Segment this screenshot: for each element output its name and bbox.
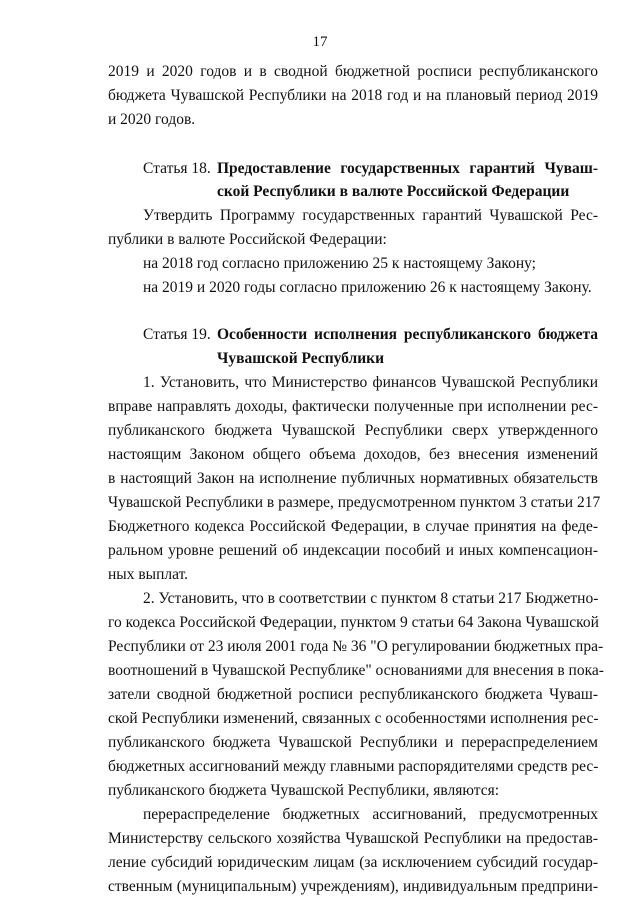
text-line: Чувашской Республики в размере, предусмотренном пунктом 3 статьи 217: [108, 494, 601, 511]
text-line: перераспределение бюджетных ассигнований, предусмотренных: [143, 806, 598, 823]
text-line: ление субсидий юридическим лицам (за исключением субсидий государ-: [108, 854, 598, 871]
text-line: Утвердить Программу государственных гарантий Чувашской Рес-: [143, 207, 598, 224]
text-line: Республики от 23 июля 2001 года № 36 "О регулировании бюджетных пра-: [108, 638, 604, 655]
text-line: публиканского бюджета Чувашской Республики, являются:: [108, 782, 500, 799]
article-18-label: Статья 18.: [143, 160, 211, 177]
text-line: публиканского бюджета Чувашской Республики сверх утвержденного: [108, 422, 598, 439]
text-line: на 2019 и 2020 годы согласно приложению 26 к настоящему Закону.: [143, 279, 592, 296]
text-line: вправе направлять доходы, фактически полученные при исполнении рес-: [108, 398, 598, 415]
text-line: и 2020 годов.: [108, 111, 196, 128]
text-line: 2. Установить, что в соответствии с пунктом 8 статьи 217 Бюджетно-: [143, 590, 599, 607]
text-line: ственным (муниципальным) учреждениям), индивидуальным предприни-: [108, 878, 598, 895]
text-line: ральном уровне решений об индексации пособий и иных компенсацион-: [108, 542, 598, 559]
article-19-title: Особенности исполнения республиканского бюджета: [217, 326, 598, 343]
text-line: на 2018 год согласно приложению 25 к настоящему Закону;: [143, 255, 536, 272]
article-18-title: Предоставление государственных гарантий Чуваш-: [217, 160, 598, 177]
text-line: го кодекса Российской Федерации, пунктом 9 статьи 64 Закона Чувашской: [108, 614, 599, 631]
text-line: затели сводной бюджетной росписи республиканского бюджета Чуваш-: [108, 686, 598, 703]
page-number: 17: [312, 34, 328, 50]
text-line: воотношений в Чувашской Республике" основаниями для внесения в пока-: [108, 662, 604, 679]
text-line: ской Республики изменений, связанных с особенностями исполнения рес-: [108, 710, 599, 727]
article-19-label: Статья 19.: [143, 326, 211, 343]
text-line: 1. Установить, что Министерство финансов Чувашской Республики: [143, 374, 598, 391]
text-line: публики в валюте Российской Федерации:: [108, 231, 387, 248]
text-line: Бюджетного кодекса Российской Федерации, в случае принятия на феде-: [108, 518, 598, 535]
text-line: публиканского бюджета Чувашской Республики и перераспределением: [108, 734, 598, 751]
text-line: бюджетных ассигнований между главными распорядителями средств рес-: [108, 758, 599, 775]
text-line: ных выплат.: [108, 566, 189, 583]
text-line: в настоящий Закон на исполнение публичных нормативных обязательств: [108, 470, 598, 487]
text-line: бюджета Чувашской Республики на 2018 год и на плановый период 2019: [108, 87, 598, 104]
text-line: настоящим Законом общего объема доходов, без внесения изменений: [108, 446, 598, 463]
text-line: 2019 и 2020 годов и в сводной бюджетной росписи республиканского: [108, 63, 598, 80]
article-19-title: Чувашской Республики: [217, 350, 385, 367]
article-18-title: ской Республики в валюте Российской Федерации: [217, 183, 570, 200]
text-line: Министерству сельского хозяйства Чувашской Республики на предостав-: [108, 830, 598, 847]
